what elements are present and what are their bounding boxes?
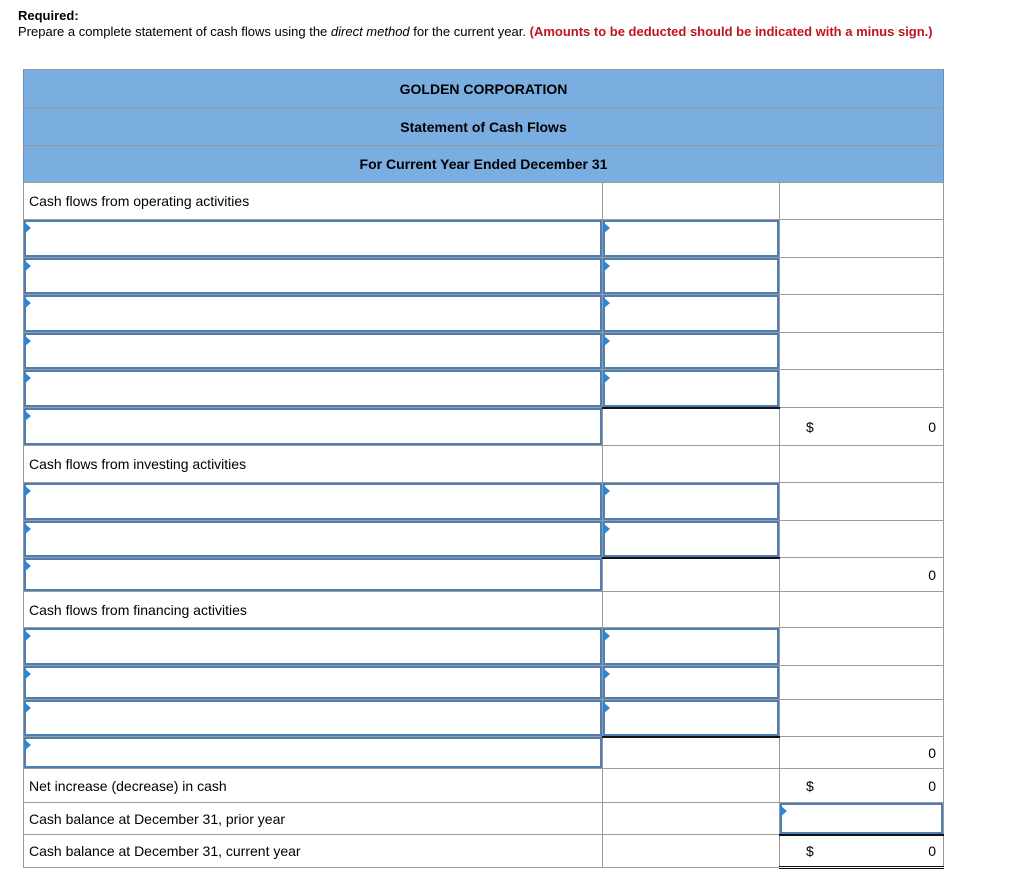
current-balance-cell: [780, 835, 944, 868]
financing-amount-input[interactable]: [603, 628, 780, 666]
investing-total-value: 0: [928, 566, 936, 583]
prior-balance-input[interactable]: [780, 803, 944, 835]
operating-total-label-input[interactable]: [24, 408, 603, 446]
operating-amount-input[interactable]: [603, 370, 780, 408]
cash-flow-statement-table: [23, 69, 944, 869]
minus-sign-note: (Amounts to be deducted should be indicated with a minus sign.): [529, 24, 933, 39]
operating-item-input[interactable]: [24, 333, 603, 370]
financing-section-label: Cash flows from financing activities: [24, 592, 603, 628]
investing-amount-input[interactable]: [603, 483, 780, 521]
financing-item-input[interactable]: [24, 700, 603, 737]
financing-total-cell: [780, 737, 944, 769]
statement-title: Statement of Cash Flows: [24, 108, 944, 146]
net-change-value: 0: [928, 777, 936, 794]
instruction-text: Prepare a complete statement of cash flows using the direct method for the current year. (Amounts to be deducted should be indicated with a minus sign.): [18, 24, 933, 39]
instructions: [18, 8, 933, 40]
prior-balance-label: Cash balance at December 31, prior year: [24, 803, 603, 835]
dollar-sign: $: [806, 777, 814, 794]
dollar-sign: $: [806, 842, 814, 859]
financing-total-value: 0: [928, 744, 936, 761]
required-heading: Required:: [18, 8, 79, 23]
operating-item-input[interactable]: [24, 295, 603, 333]
company-name: GOLDEN CORPORATION: [24, 70, 944, 108]
current-balance-label: Cash balance at December 31, current year: [24, 835, 603, 868]
dollar-sign: $: [806, 418, 814, 435]
operating-amount-input[interactable]: [603, 295, 780, 333]
operating-total-value: 0: [928, 418, 936, 435]
financing-amount-input[interactable]: [603, 666, 780, 700]
investing-section-label: Cash flows from investing activities: [24, 446, 603, 483]
operating-total-cell: [780, 408, 944, 446]
statement-period: For Current Year Ended December 31: [24, 146, 944, 183]
net-change-cell: [780, 769, 944, 803]
financing-item-input[interactable]: [24, 628, 603, 666]
investing-total-cell: [780, 558, 944, 592]
operating-item-input[interactable]: [24, 370, 603, 408]
investing-total-label-input[interactable]: [24, 558, 603, 592]
investing-item-input[interactable]: [24, 483, 603, 521]
operating-amount-input[interactable]: [603, 220, 780, 258]
net-change-label: Net increase (decrease) in cash: [24, 769, 603, 803]
operating-item-input[interactable]: [24, 220, 603, 258]
operating-item-input[interactable]: [24, 258, 603, 295]
current-balance-value: 0: [928, 842, 936, 859]
financing-total-label-input[interactable]: [24, 737, 603, 769]
financing-amount-input[interactable]: [603, 700, 780, 737]
direct-method-text: direct method: [330, 24, 410, 39]
operating-amount-input[interactable]: [603, 258, 780, 295]
investing-amount-input[interactable]: [603, 521, 780, 558]
financing-item-input[interactable]: [24, 666, 603, 700]
investing-item-input[interactable]: [24, 521, 603, 558]
operating-amount-input[interactable]: [603, 333, 780, 370]
operating-section-label: Cash flows from operating activities: [24, 183, 603, 220]
